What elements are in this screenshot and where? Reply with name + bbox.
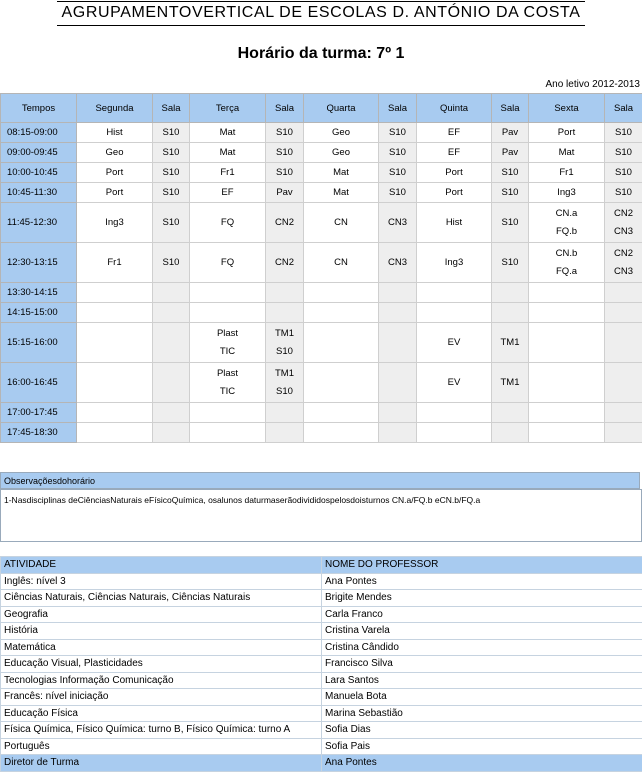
teacher-row [1,606,642,623]
room-cell [153,203,190,243]
room-cell [153,183,190,203]
subject-cell [304,283,379,303]
subject-code: CN.b [555,247,578,259]
teacher-name-cell: Manuela Bota [322,689,642,706]
room-cell [379,203,417,243]
subject-cell [190,303,266,323]
subject-cell [529,303,605,323]
teacher-name-cell: Sofia Pais [322,738,642,755]
time-slot: 08:15-09:00 [1,123,77,143]
schedule-row [1,143,642,163]
teachers-header-row [1,557,642,574]
schedule-row [1,243,642,283]
time-slot: 13:30-14:15 [1,283,77,303]
subject-cell [304,423,379,443]
schedule-row [1,423,642,443]
subject-cell [304,183,379,203]
teachers-body [1,557,642,772]
subject-code: FQ [220,256,235,268]
schedule-row [1,183,642,203]
subject-cell [77,283,153,303]
subject-cell [417,203,492,243]
room-cell [266,163,304,183]
room-code: S10 [162,256,180,268]
room-cell [266,423,304,443]
activity-cell: Física Química, Físico Química: turno B, Físico Química: turno A [1,722,322,739]
room-code: CN2 [613,207,633,219]
schedule-body [1,123,642,443]
room-cell [492,303,529,323]
teacher-row [1,639,642,656]
room-cell [379,143,417,163]
subject-code: Plast [216,367,239,379]
room-cell [605,283,642,303]
subject-cell [77,143,153,163]
subject-cell [529,143,605,163]
subject-cell [304,163,379,183]
activity-cell: Tecnologias Informação Comunicação [1,672,322,689]
room-code: CN3 [387,216,407,228]
activity-cell: Diretor de Turma [1,755,322,772]
teacher-row [1,623,642,640]
room-code: Pav [501,126,519,138]
room-cell [153,283,190,303]
room-cell [153,403,190,423]
activity-cell: ATIVIDADE [1,557,322,574]
room-cell [266,403,304,423]
room-cell [492,123,529,143]
subject-cell [304,243,379,283]
activity-cell: Francês: nível iniciação [1,689,322,706]
class-director-row [1,755,642,772]
room-cell [153,423,190,443]
subject-cell [190,183,266,203]
subject-cell [77,363,153,403]
subject-cell [77,423,153,443]
room-cell [605,363,642,403]
col-header-room: Sala [153,94,190,123]
subject-cell [190,283,266,303]
subject-code: FQ.b [555,225,578,237]
room-code: S10 [501,166,519,178]
header-bottom-rule [57,25,585,26]
subject-code: TIC [219,385,236,397]
subject-code: EV [447,376,461,388]
subject-code: CN [334,216,348,228]
subject-cell [417,163,492,183]
room-code: S10 [501,186,519,198]
subject-cell [417,183,492,203]
subject-code: CN.a [555,207,578,219]
header-top-rule [57,1,585,2]
subject-cell [417,303,492,323]
time-slot: 12:30-13:15 [1,243,77,283]
teacher-name-cell: Cristina Cândido [322,639,642,656]
room-cell [605,243,642,283]
room-cell [605,203,642,243]
subject-cell [304,303,379,323]
teacher-name-cell: Cristina Varela [322,623,642,640]
subject-code: Ing3 [557,186,576,198]
room-code: S10 [276,146,293,158]
room-code: S10 [276,166,293,178]
schedule-header-row [1,94,642,123]
room-cell [266,363,304,403]
subject-code: TIC [219,345,236,357]
subject-cell [190,203,266,243]
room-code: CN3 [387,256,407,268]
teacher-row [1,738,642,755]
teacher-row [1,689,642,706]
subject-code: Mat [219,126,236,138]
time-slot: 11:45-12:30 [1,203,77,243]
room-cell [153,363,190,403]
schedule-row [1,283,642,303]
room-code: S10 [615,166,632,178]
subject-code: Geo [332,126,350,138]
subject-code: Fr1 [107,256,122,268]
subject-cell [529,283,605,303]
room-code: TM1 [275,327,294,339]
room-cell [605,163,642,183]
subject-code: Ing3 [444,256,464,268]
room-cell [492,183,529,203]
time-slot: 17:45-18:30 [1,423,77,443]
room-cell [492,403,529,423]
subject-cell [77,163,153,183]
subject-code: Mat [558,146,575,158]
activity-cell: Ciências Naturais, Ciências Naturais, Ciências Naturais [1,590,322,607]
room-cell [492,363,529,403]
teacher-row [1,722,642,739]
subject-code: Ing3 [105,216,124,228]
subject-cell [417,143,492,163]
room-cell [605,303,642,323]
room-cell [605,323,642,363]
room-code: S10 [389,166,406,178]
teacher-row [1,656,642,673]
room-code: TM1 [500,336,520,348]
room-code: S10 [276,345,293,357]
subject-cell [304,363,379,403]
subject-cell [77,403,153,423]
room-code: S10 [276,385,293,397]
subject-cell [77,243,153,283]
subject-cell [304,403,379,423]
subject-cell [417,123,492,143]
room-code: S10 [615,126,632,138]
col-header-room: Sala [492,94,529,123]
room-cell [266,243,304,283]
room-cell [605,143,642,163]
room-cell [153,163,190,183]
room-cell [379,163,417,183]
schedule-row [1,303,642,323]
room-code: S10 [389,186,406,198]
subject-cell [417,283,492,303]
teacher-row [1,705,642,722]
room-code: TM1 [500,376,520,388]
room-cell [266,303,304,323]
teacher-name-cell: Marina Sebastião [322,705,642,722]
room-code: S10 [389,146,406,158]
subject-cell [190,363,266,403]
subject-cell [77,203,153,243]
room-cell [153,123,190,143]
col-header-room: Sala [379,94,417,123]
col-header-wednesday: Quarta [304,94,379,123]
time-slot: 14:15-15:00 [1,303,77,323]
room-cell [379,123,417,143]
subject-code: Mat [333,186,349,198]
room-code: CN3 [613,225,633,237]
schedule-row [1,123,642,143]
room-cell [492,203,529,243]
observations-text: 1-Nasdisciplinas deCiênciasNaturais eFísicoQuímica, osalunos daturmaserãodivididospelosdoisturnos CN.a/FQ.b eCN.b/FQ.a [0,489,642,542]
room-cell [266,123,304,143]
room-code: S10 [162,186,180,198]
room-code: S10 [615,146,632,158]
room-code: CN2 [274,216,294,228]
room-code: S10 [162,166,180,178]
activity-cell: História [1,623,322,640]
subject-code: FQ [220,216,235,228]
subject-code: Port [445,166,463,178]
room-cell [379,183,417,203]
subject-cell [529,243,605,283]
teacher-name-cell: Francisco Silva [322,656,642,673]
subject-cell [529,323,605,363]
subject-cell [77,323,153,363]
class-title: Horário da turma: 7º 1 [237,45,405,62]
time-slot: 16:00-16:45 [1,363,77,403]
subject-code: Fr1 [220,166,235,178]
subject-cell [77,303,153,323]
activity-cell: Educação Física [1,705,322,722]
room-cell [379,423,417,443]
subject-cell [417,363,492,403]
subject-code: Hist [445,216,463,228]
subject-cell [529,163,605,183]
activity-cell: Matemática [1,639,322,656]
room-cell [153,303,190,323]
room-code: TM1 [275,367,294,379]
room-code: S10 [162,146,180,158]
time-slot: 17:00-17:45 [1,403,77,423]
col-header-thursday: Quinta [417,94,492,123]
schedule-row [1,403,642,423]
room-cell [492,243,529,283]
subject-code: CN [334,256,348,268]
room-code: CN3 [613,265,633,277]
room-cell [492,323,529,363]
room-cell [605,403,642,423]
room-code: S10 [276,126,293,138]
subject-cell [304,123,379,143]
activity-cell: Inglês: nível 3 [1,573,322,590]
room-code: S10 [501,216,519,228]
room-cell [605,423,642,443]
room-cell [266,283,304,303]
subject-cell [190,423,266,443]
subject-cell [529,123,605,143]
room-code: CN2 [274,256,294,268]
school-year: Ano letivo 2012-2013 [545,79,640,90]
teacher-row [1,573,642,590]
room-cell [153,243,190,283]
subject-cell [190,143,266,163]
subject-cell [77,123,153,143]
subject-code: EF [447,126,461,138]
observations-title: Observaçõesdohorário [0,472,640,489]
subject-code: Port [557,126,576,138]
school-name: AGRUPAMENTOVERTICAL DE ESCOLAS D. ANTÓNIO DA COSTA [61,4,581,21]
room-code: S10 [389,126,406,138]
room-cell [266,203,304,243]
room-cell [379,403,417,423]
room-code: CN2 [613,247,633,259]
teacher-name-cell: Ana Pontes [322,573,642,590]
room-cell [492,283,529,303]
subject-code: FQ.a [555,265,578,277]
teacher-row [1,590,642,607]
subject-code: Mat [219,146,236,158]
room-cell [492,423,529,443]
room-cell [266,143,304,163]
subject-cell [529,423,605,443]
time-slot: 15:15-16:00 [1,323,77,363]
room-cell [492,163,529,183]
subject-code: Port [105,166,124,178]
activity-cell: Geografia [1,606,322,623]
subject-code: Fr1 [559,166,574,178]
subject-cell [190,403,266,423]
room-cell [153,143,190,163]
teachers-table [0,556,642,772]
subject-cell [190,243,266,283]
subject-code: EF [221,186,234,198]
col-header-friday: Sexta [529,94,605,123]
subject-code: Hist [106,126,123,138]
subject-cell [304,323,379,363]
subject-cell [529,183,605,203]
subject-cell [417,323,492,363]
room-code: Pav [276,186,293,198]
teacher-name-cell: Carla Franco [322,606,642,623]
room-cell [379,363,417,403]
teacher-name-cell: Ana Pontes [322,755,642,772]
subject-code: Port [445,186,463,198]
time-slot: 09:00-09:45 [1,143,77,163]
subject-code: EF [447,146,461,158]
teacher-name-cell: NOME DO PROFESSOR [322,557,642,574]
subject-cell [190,163,266,183]
schedule-table [0,93,642,443]
col-header-times: Tempos [1,94,77,123]
subject-cell [529,403,605,423]
activity-cell: Português [1,738,322,755]
subject-cell [417,243,492,283]
subject-cell [417,403,492,423]
subject-code: Geo [332,146,350,158]
subject-code: Port [105,186,124,198]
room-cell [379,323,417,363]
activity-cell: Educação Visual, Plasticidades [1,656,322,673]
room-code: S10 [615,186,632,198]
subject-code: Plast [216,327,239,339]
teacher-name-cell: Sofia Dias [322,722,642,739]
schedule-row [1,363,642,403]
schedule-row [1,323,642,363]
subject-cell [190,323,266,363]
room-cell [379,243,417,283]
room-cell [266,183,304,203]
room-cell [605,183,642,203]
room-cell [379,303,417,323]
room-cell [379,283,417,303]
schedule-row [1,203,642,243]
subject-code: Mat [333,166,349,178]
subject-cell [304,143,379,163]
subject-code: Geo [105,146,124,158]
room-code: S10 [162,216,180,228]
teacher-row [1,672,642,689]
subject-code: EV [447,336,461,348]
subject-cell [77,183,153,203]
col-header-monday: Segunda [77,94,153,123]
subject-cell [529,363,605,403]
subject-cell [417,423,492,443]
subject-cell [190,123,266,143]
time-slot: 10:45-11:30 [1,183,77,203]
teacher-name-cell: Brigite Mendes [322,590,642,607]
teacher-name-cell: Lara Santos [322,672,642,689]
room-code: S10 [162,126,180,138]
schedule-row [1,163,642,183]
subject-cell [304,203,379,243]
time-slot: 10:00-10:45 [1,163,77,183]
col-header-room: Sala [605,94,642,123]
col-header-room: Sala [266,94,304,123]
col-header-tuesday: Terça [190,94,266,123]
room-cell [492,143,529,163]
room-cell [605,123,642,143]
subject-cell [529,203,605,243]
room-cell [266,323,304,363]
room-code: Pav [501,146,519,158]
room-code: S10 [501,256,519,268]
room-cell [153,323,190,363]
